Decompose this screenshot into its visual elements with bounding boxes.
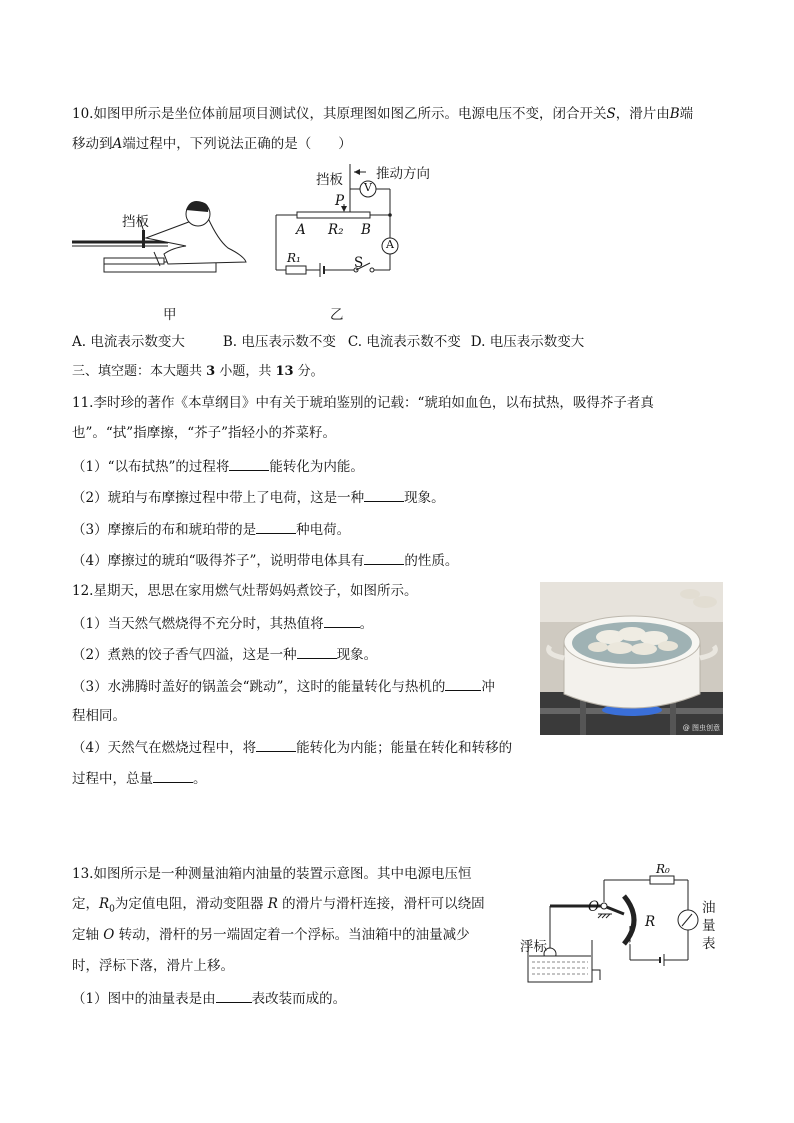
q13-part-1 [72,988,346,1009]
answer-blank[interactable] [216,988,252,1003]
fig-yi-caption: 乙 [330,307,344,323]
q12-text: 过程中，总量 [72,771,153,787]
section-text: 小题，共 [215,364,276,379]
fig-yi-s-label: S [354,255,364,271]
q11-text: 现象。 [404,490,445,506]
var-r0-subscript: 0 [109,904,115,915]
section-count: 3 [206,364,216,379]
var-r: R [267,896,278,912]
q12-part-3 [72,676,495,697]
fig-yi-r1-label: R₁ [287,251,301,265]
var-s: S [606,106,616,122]
answer-blank[interactable] [153,768,193,783]
q10-text: ，滑片由 [615,106,670,122]
figure-jia-sit-and-reach [68,190,258,285]
fig13-float-label: 浮标 [520,939,547,955]
fig-yi-a-label: A [296,222,306,238]
answer-blank[interactable] [229,456,269,471]
fig-yi-p-label: P [335,193,345,209]
q13-text: （1）图中的油量表是由 [72,991,216,1007]
q11-text: 的性质。 [404,553,459,569]
q10-line-1 [72,104,693,124]
section-text: 三、填空题：本大题共 [72,364,207,379]
q13-line-2 [72,894,485,920]
q11-text: （2）琥珀与布摩擦过程中带上了电荷，这是一种 [72,490,365,506]
fig13-r0-label: R₀ [656,862,670,876]
q10-text: 端 [679,106,694,122]
q11-text: 种电荷。 [296,522,351,538]
q12-part-4-cont [72,768,207,789]
q13-text: 定轴 [72,927,104,943]
q11-text: （3）摩擦后的布和琥珀带的是 [72,522,257,538]
option-a: A. 电流表示数变大 [72,334,185,350]
q12-text: 。 [193,771,207,787]
q12-part-3-cont: 程相同。 [72,708,126,724]
q11-text: （4）摩擦过的琥珀“吸得芥子”，说明带电体具有 [72,553,365,569]
q13-line-3 [72,925,470,945]
q12-text: （3）水沸腾时盖好的锅盖会“跳动”，这时的能量转化与热机的 [72,679,446,695]
q12-text: （1）当天然气燃烧得不充分时，其热值将 [72,616,324,632]
q12-part-4 [72,737,512,758]
answer-blank[interactable] [364,487,404,502]
q12-text: 现象。 [336,647,378,663]
fig-jia-dangban-label: 挡板 [122,214,149,230]
q10-line-2 [72,134,352,154]
q13-text: 为定值电阻，滑动变阻器 [114,896,268,912]
dumpling-pot-photo [540,582,723,735]
q10-options [72,332,584,352]
photo-watermark: @ 图虫创意 [682,724,720,732]
fig13-meter-label-3: 表 [702,936,716,952]
q13-text: 转动，滑杆的另一端固定着一个浮标。当油箱中的油量减少 [114,927,470,943]
oil-gauge-diagram [520,862,730,990]
section-3-heading [72,362,324,382]
fig13-meter-label-1: 油 [702,900,716,916]
q13-line-1: 13.如图所示是一种测量油箱内油量的装置示意图。其中电源电压恒 [72,866,472,882]
fig-yi-r2-label: R₂ [328,222,344,238]
q12-text: 冲 [481,679,495,695]
q10-text: 移动到 [72,136,113,152]
q11-part-3 [72,519,350,540]
q12-part-2 [72,644,377,665]
q13-text: 定， [72,896,99,912]
q11-part-4 [72,550,458,571]
q10-text: 10.如图甲所示是坐位体前屈项目测试仪，其原理图如图乙所示。电源电压不变，闭合开关 [72,106,607,122]
ammeter-label: A [386,238,394,251]
q11-text: 能转化为内能。 [269,459,364,475]
answer-blank[interactable] [324,613,360,628]
var-r0: R [99,896,110,912]
fig-yi-dangban-label: 挡板 [316,172,343,188]
answer-blank[interactable] [297,644,337,659]
fig-yi-push-label: 推动方向 [376,166,430,182]
q12-text: （4）天然气在燃烧过程中，将 [72,740,257,756]
var-a: A [112,136,123,152]
fig13-r-label: R [645,914,656,930]
q12-text: 能转化为内能；能量在转化和转移的 [296,740,513,756]
answer-blank[interactable] [256,519,296,534]
option-b: B. 电压表示数不变 [222,334,336,350]
option-d: D. 电压表示数变大 [470,334,585,350]
q12-part-1 [72,613,373,634]
q13-line-4: 时，浮标下落，滑片上移。 [72,958,234,974]
q11-line-1: 11.李时珍的著作《本草纲目》中有关于琥珀鉴别的记载：“琥珀如血色，以布拭热，吸得芥子者真 [72,395,654,411]
q13-text: 的滑片与滑杆连接，滑杆可以绕固 [277,896,485,912]
answer-blank[interactable] [364,550,404,565]
q11-part-1 [72,456,364,477]
fig13-o-label: O [588,899,600,915]
dumpling-pot-illustration [540,582,723,735]
var-o: O [103,927,115,943]
fig-jia-caption: 甲 [163,307,177,323]
fig-yi-b-label: B [361,222,371,238]
q12-line-1: 12.星期天，思思在家用燃气灶帮妈妈煮饺子，如图所示。 [72,583,418,599]
answer-blank[interactable] [256,737,296,752]
answer-blank[interactable] [445,676,481,691]
q11-part-2 [72,487,445,508]
var-b: B [669,106,680,122]
q12-text: 。 [359,616,374,632]
q11-text: （1）“以布拭热”的过程将 [72,459,230,475]
voltmeter-label: V [364,181,372,194]
q11-line-2: 也”。“拭”指摩擦，“芥子”指轻小的芥菜籽。 [72,425,337,441]
q10-text: 端过程中，下列说法正确的是（ ） [122,136,352,152]
section-score: 13 [275,364,294,379]
fig13-meter-label-2: 量 [702,918,716,934]
q12-text: （2）煮熟的饺子香气四溢，这是一种 [72,647,297,663]
section-text: 分。 [293,364,324,379]
q13-text: 表改装而成的。 [251,991,347,1007]
option-c: C. 电流表示数不变 [347,334,461,350]
